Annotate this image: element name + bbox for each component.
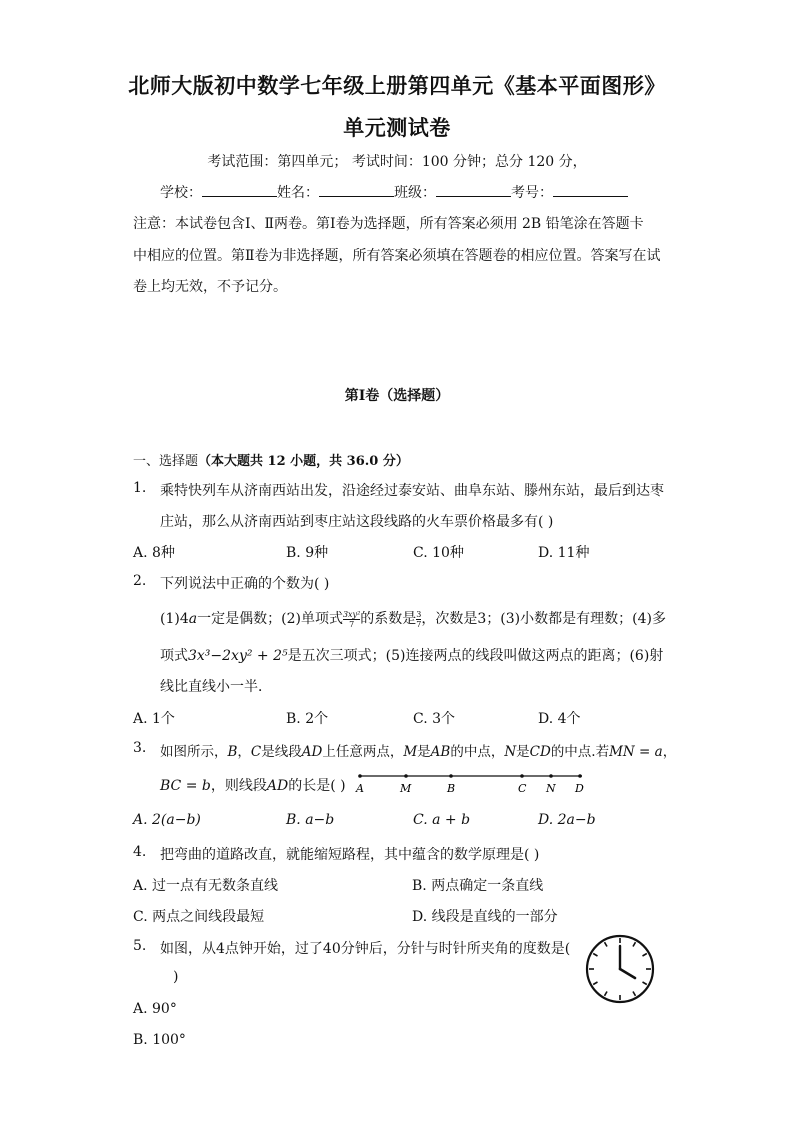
point-c-dot [520,774,524,778]
school-label: 学校： [160,185,202,201]
class-label: 班级： [394,185,436,201]
q5-line1: 如图，从4点钟开始，过了40分钟后，分针与时针所夹角的度数是( [160,941,571,957]
q3-l1d: C [250,744,262,760]
notice-line2: 中相应的位置。第Ⅱ卷为非选择题，所有答案必须填在答题卷的相应位置。答案写在试 [133,248,661,264]
q3-line1 [160,740,676,760]
q3-l1g: 上任意两点， [322,744,404,760]
part-heading-prefix: 一、选择题 [133,454,199,469]
q5-number: 5. [133,938,147,954]
q3-l1h: M [403,744,418,760]
q3-l1m: 是 [516,744,530,760]
q3-l1q: ， [662,744,677,760]
tick-5 [633,992,636,996]
q2-line2 [160,608,666,629]
q3-l2b: ，则线段 [210,778,267,794]
q5-option-b[interactable]: B. 100° [133,1032,186,1048]
part-heading [133,450,409,469]
name-field[interactable] [319,182,394,197]
exam-title-line1: 北师大版初中数学七年级上册第四单元《基本平面图形》 [128,73,666,98]
notice-line1: 注意：本试卷包含Ⅰ、Ⅱ两卷。第Ⅰ卷为选择题，所有答案必须用 2B 铅笔涂在答题卡 [133,216,644,232]
point-b-label: B [447,782,456,795]
q3-l1b: B [227,744,238,760]
q3-l1i: 是 [417,744,431,760]
q2-frac2-num: 3 [416,609,422,619]
q3-l1c: ， [237,744,251,760]
q2-option-a[interactable]: A. 1个 [133,711,175,727]
q3-l1j: AB [430,744,451,760]
q2-s1e: ，次数是3；(3)小数都是有理数；(4)多 [421,611,666,627]
student-info-row [160,182,628,202]
point-d-dot [578,774,582,778]
tick-10 [593,954,597,957]
q1-option-a[interactable]: A. 8种 [133,545,175,561]
q2-fraction1 [343,610,360,629]
q1-line1: 乘特快列车从济南西站出发，沿途经过泰安站、曲阜东站、滕州东站，最后到达枣 [160,483,664,499]
q2-s2a: 项式 [160,648,188,664]
q4-number: 4. [133,844,147,860]
point-b-dot [449,774,453,778]
q3-l1a: 如图所示， [160,744,228,760]
tick-8 [593,982,597,985]
point-c-label: C [518,782,527,795]
q3-l2c: AD [266,778,289,794]
q2-line4: 线比直线小一半． [160,679,272,695]
q3-l1e: 是线段 [261,744,302,760]
q1-number: 1. [133,480,147,496]
point-m-label: M [400,782,412,795]
number-label: 考号： [511,185,553,201]
q2-line3 [160,645,663,665]
q2-frac1-num: 3xy² [342,609,361,619]
q5-clock-figure [584,933,656,1005]
q2-s1b: a [188,611,198,627]
q3-option-b[interactable]: B. a−b [286,812,335,828]
q4-option-d[interactable]: D. 线段是直线的一部分 [412,909,558,925]
q3-segment-figure [350,766,590,796]
q3-l1p: MN = a [609,744,663,760]
tick-4 [643,982,647,985]
q3-number: 3. [133,740,147,756]
q2-s2c: 是五次三项式；(5)连接两点的线段叫做这两点的距离；(6)射 [287,648,664,664]
q2-s1a: (1)4 [160,611,189,627]
point-d-label: D [575,782,584,795]
q2-option-b[interactable]: B. 2个 [286,711,329,727]
tick-2 [643,954,647,957]
q1-option-b[interactable]: B. 9种 [286,545,329,561]
hour-hand [620,969,635,978]
q4-option-c[interactable]: C. 两点之间线段最短 [133,909,265,925]
q4-option-b[interactable]: B. 两点确定一条直线 [412,878,544,894]
point-n-dot [549,774,553,778]
q3-l1o: 的中点.若 [550,744,610,760]
tick-11 [605,942,608,946]
name-label: 姓名： [277,185,319,201]
q2-s1c: 一定是偶数；(2)单项式 [197,611,343,627]
q3-l1l: N [504,744,517,760]
q2-s2b: 3x³−2xy² + 2⁵ [188,648,288,664]
q1-option-c[interactable]: C. 10种 [413,545,464,561]
school-field[interactable] [202,182,277,197]
q3-line2 [160,775,346,795]
q3-l1n: CD [529,744,551,760]
point-a-dot [358,774,362,778]
q1-option-d[interactable]: D. 11种 [538,545,590,561]
tick-1 [633,942,636,946]
q2-frac1-den: 7 [349,619,355,629]
tick-7 [605,992,608,996]
point-n-label: N [546,782,556,795]
q4-option-a[interactable]: A. 过一点有无数条直线 [133,878,279,894]
notice-line3: 卷上均无效，不予记分。 [133,279,287,295]
number-field[interactable] [553,182,628,197]
q5-line2: ) [173,969,179,985]
q5-option-a[interactable]: A. 90° [133,1001,177,1017]
q3-option-d[interactable]: D. 2a−b [538,812,596,828]
q3-l1f: AD [301,744,323,760]
part-heading-detail: （本大题共 12 小题，共 36.0 分） [198,454,409,469]
exam-info: 考试范围：第四单元； 考试时间：100 分钟；总分 120 分， [207,154,587,170]
q1-line2: 庄站，那么从济南西站到枣庄站这段线路的火车票价格最多有( ) [160,514,554,530]
q2-frac2-den: 7 [416,619,422,629]
exam-title-line2: 单元测试卷 [343,115,451,140]
q2-number: 2. [133,573,147,589]
q3-l1k: 的中点， [450,744,505,760]
section-title: 第Ⅰ卷（选择题） [344,388,450,404]
q2-option-c[interactable]: C. 3个 [413,711,456,727]
q2-line1: 下列说法中正确的个数为( ) [160,576,330,592]
q3-option-a[interactable]: A. 2(a−b) [133,812,201,828]
point-a-label: A [356,782,364,795]
q2-option-d[interactable]: D. 4个 [538,711,581,727]
class-field[interactable] [436,182,511,197]
q3-l2d: 的长是( ) [288,778,346,794]
q4-line1: 把弯曲的道路改直，就能缩短路程，其中蕴含的数学原理是( ) [160,847,540,863]
q3-option-c[interactable]: C. a + b [413,812,471,828]
q2-s1d: 的系数是 [360,611,417,627]
q3-l2a: BC = b [160,778,211,794]
point-m-dot [404,774,408,778]
